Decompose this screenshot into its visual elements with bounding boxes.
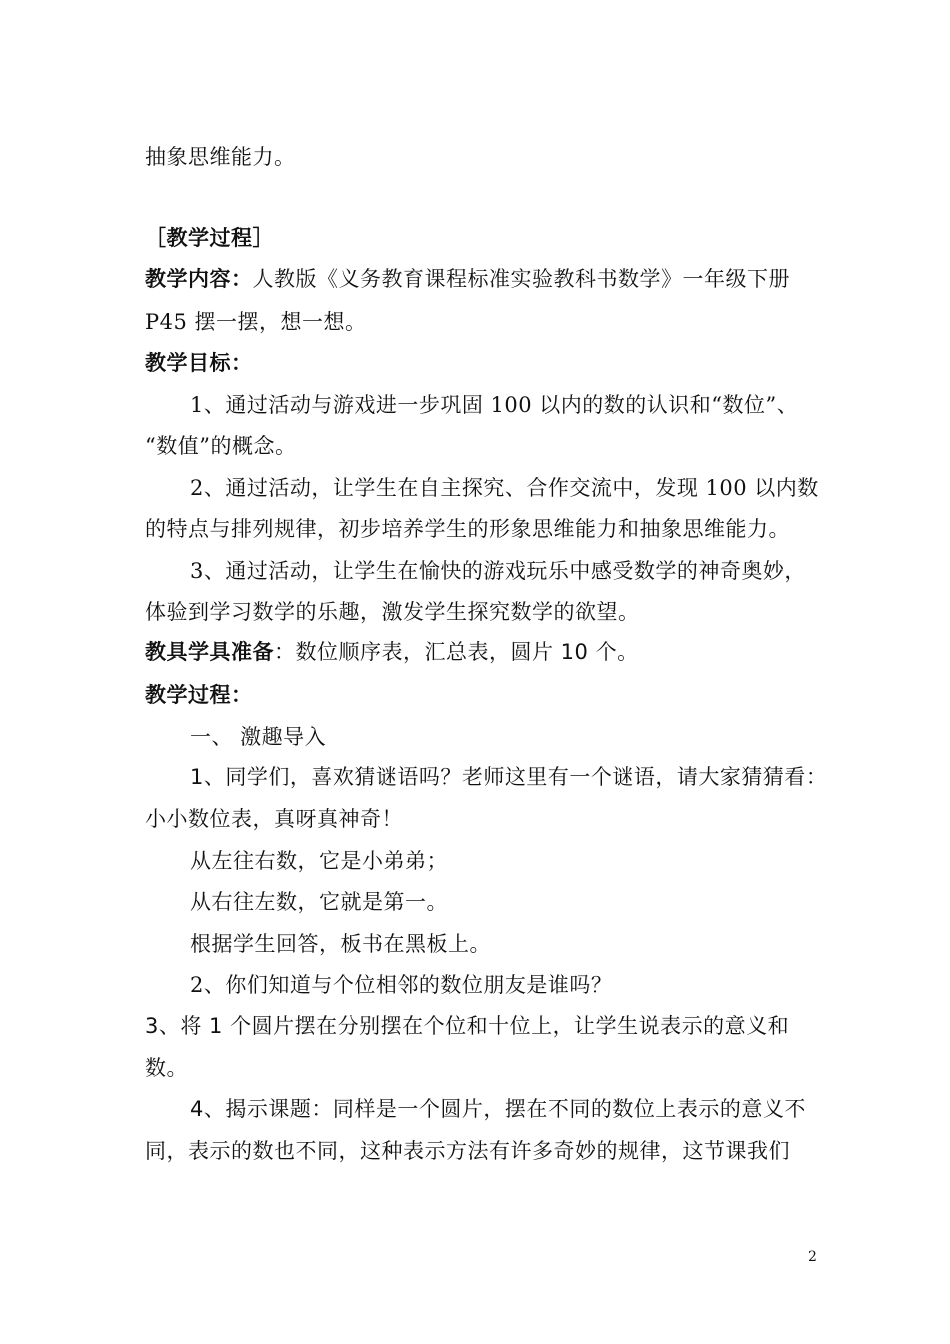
page-number: 2 (808, 1249, 817, 1265)
paragraph-line: P45 摆一摆，想一想。 (145, 310, 367, 334)
paragraph-line: 从右往左数，它就是第一。 (190, 890, 448, 914)
paragraph-line: 2、你们知道与个位相邻的数位朋友是谁吗？ (190, 973, 613, 997)
paragraph-line: 从左往右数，它是小弟弟； (190, 849, 448, 873)
section-heading: ［教学过程］ (145, 225, 274, 250)
paragraph-line (145, 637, 820, 667)
paragraph-line: 4、揭示课题：同样是一个圆片，摆在不同的数位上表示的意义不 (190, 1097, 806, 1121)
paragraph-line: 一、 激趣导入 (190, 725, 327, 749)
field-label: 教学内容： (145, 266, 253, 291)
section-heading: 教学过程： (145, 682, 253, 707)
paragraph-line: 1、通过活动与游戏进一步巩固 100 以内的数的认识和“数位”、 (190, 393, 799, 417)
paragraph-line: 体验到学习数学的乐趣，激发学生探究数学的欲望。 (145, 600, 640, 624)
paragraph-line: 同，表示的数也不同，这种表示方法有许多奇妙的规律，这节课我们 (145, 1139, 790, 1163)
paragraph-line: 2、通过活动，让学生在自主探究、合作交流中，发现 100 以内数 (190, 476, 819, 500)
field-label: 教具学具准备 (145, 639, 274, 664)
paragraph-line: 抽象思维能力。 (145, 145, 296, 169)
paragraph-line: 1、同学们，喜欢猜谜语吗？老师这里有一个谜语，请大家猜猜看： (190, 765, 828, 789)
paragraph-line: 3、通过活动，让学生在愉快的游戏玩乐中感受数学的神奇奥妙， (190, 559, 806, 583)
paragraph-line: 根据学生回答，板书在黑板上。 (190, 932, 491, 956)
paragraph-line: 的特点与排列规律，初步培养学生的形象思维能力和抽象思维能力。 (145, 517, 790, 541)
field-value: 人教版《义务教育课程标准实验教科书数学》一年级下册 (252, 267, 790, 291)
paragraph-line: 数。 (145, 1056, 188, 1080)
section-heading: 教学目标： (145, 350, 253, 375)
paragraph-line: 3、将 1 个圆片摆在分别摆在个位和十位上，让学生说表示的意义和 (145, 1014, 790, 1038)
paragraph-line: “数值”的概念。 (145, 434, 297, 458)
paragraph-line (145, 264, 820, 294)
field-value: ：数位顺序表，汇总表，圆片 10 个。 (274, 640, 639, 664)
paragraph-line: 小小数位表，真呀真神奇！ (145, 807, 403, 831)
